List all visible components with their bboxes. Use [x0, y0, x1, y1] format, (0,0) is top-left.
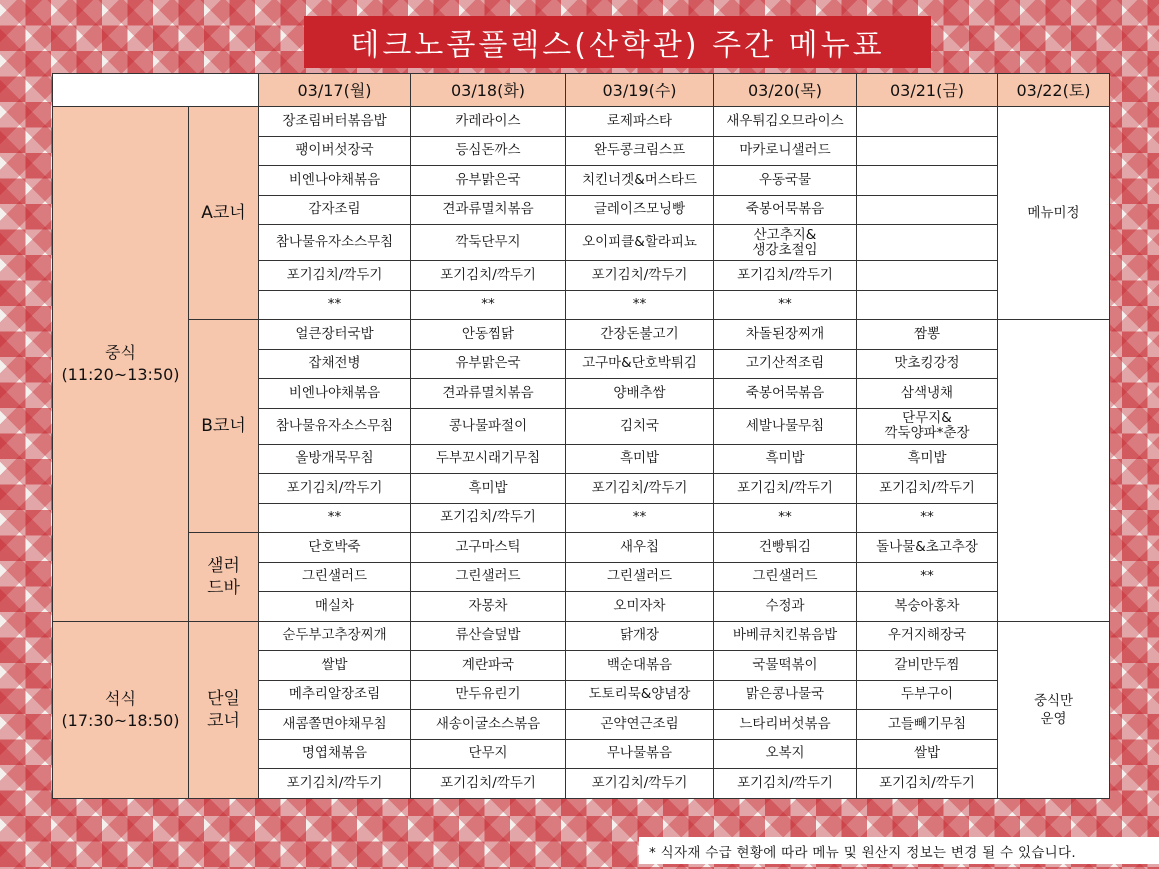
menu-item: 마카로니샐러드 [714, 136, 857, 166]
menu-item: 두부꼬시래기무침 [411, 444, 566, 474]
menu-item: 그린샐러드 [411, 562, 566, 592]
menu-item: 건빵튀김 [714, 533, 857, 563]
menu-item: ** [259, 290, 411, 320]
corner-label: 단일 코너 [189, 621, 259, 798]
menu-item: 죽봉어묵볶음 [714, 379, 857, 409]
menu-item: 포기김치/깍두기 [259, 261, 411, 291]
menu-item: 포기김치/깍두기 [259, 474, 411, 504]
menu-item: ** [259, 503, 411, 533]
menu-row [53, 533, 1110, 563]
corner-label: 샐러 드바 [189, 533, 259, 622]
menu-item: 맑은콩나물국 [714, 680, 857, 710]
menu-row [53, 621, 1110, 651]
menu-item: 쌀밥 [857, 739, 998, 769]
header-blank [53, 74, 259, 107]
menu-item: 새우칩 [566, 533, 714, 563]
menu-item: 곤약연근조림 [566, 710, 714, 740]
menu-item: 등심돈까스 [411, 136, 566, 166]
meal-label-lunch: 중식 (11:20~13:50) [53, 107, 189, 622]
day-header: 03/20(목) [714, 74, 857, 107]
menu-item: ** [714, 290, 857, 320]
saturday-note-dinner: 중식만 운영 [998, 621, 1110, 798]
menu-item: 새우튀김오므라이스 [714, 107, 857, 137]
menu-item: 잡채전병 [259, 349, 411, 379]
menu-item: 간장돈불고기 [566, 320, 714, 350]
menu-item: 로제파스타 [566, 107, 714, 137]
menu-item: 국물떡볶이 [714, 651, 857, 681]
menu-item: 매실차 [259, 592, 411, 622]
menu-item: 포기김치/깍두기 [566, 261, 714, 291]
menu-item: 메추리알장조림 [259, 680, 411, 710]
menu-item: 고기산적조림 [714, 349, 857, 379]
menu-item: 글레이즈모닝빵 [566, 195, 714, 225]
menu-item: 삼색냉채 [857, 379, 998, 409]
menu-item: ** [566, 290, 714, 320]
menu-item: 포기김치/깍두기 [857, 474, 998, 504]
menu-item: 양배추쌈 [566, 379, 714, 409]
menu-item: 그린샐러드 [259, 562, 411, 592]
menu-item: 견과류멸치볶음 [411, 195, 566, 225]
menu-item: 포기김치/깍두기 [411, 769, 566, 799]
menu-item: 포기김치/깍두기 [566, 769, 714, 799]
menu-item: 감자조림 [259, 195, 411, 225]
menu-row [53, 107, 1110, 137]
menu-item: ** [857, 562, 998, 592]
menu-item: 올방개묵무침 [259, 444, 411, 474]
menu-item [857, 261, 998, 291]
menu-item: 얼큰장터국밥 [259, 320, 411, 350]
menu-item: 완두콩크림스프 [566, 136, 714, 166]
menu-item: 흑미밥 [411, 474, 566, 504]
menu-item: 무나물볶음 [566, 739, 714, 769]
menu-item: 닭개장 [566, 621, 714, 651]
menu-item: 장조림버터볶음밥 [259, 107, 411, 137]
menu-item: 맛초킹강정 [857, 349, 998, 379]
menu-item: 계란파국 [411, 651, 566, 681]
menu-item: 산고추지& 생강초절임 [714, 225, 857, 261]
menu-item: 느타리버섯볶음 [714, 710, 857, 740]
day-header: 03/22(토) [998, 74, 1110, 107]
menu-item: 명엽채볶음 [259, 739, 411, 769]
menu-item: ** [411, 290, 566, 320]
menu-item: 우동국물 [714, 166, 857, 196]
menu-item: 고들빼기무침 [857, 710, 998, 740]
saturday-note-lunch: 메뉴미정 [998, 107, 1110, 320]
menu-item: 포기김치/깍두기 [714, 769, 857, 799]
menu-item: 새송이굴소스볶음 [411, 710, 566, 740]
menu-item: 흑미밥 [566, 444, 714, 474]
menu-item: 비엔나야채볶음 [259, 379, 411, 409]
menu-item: 콩나물파절이 [411, 408, 566, 444]
menu-item: 오이피클&할라피뇨 [566, 225, 714, 261]
day-header: 03/18(화) [411, 74, 566, 107]
menu-item: 안동찜닭 [411, 320, 566, 350]
menu-row [53, 320, 1110, 350]
meal-label-dinner: 석식 (17:30~18:50) [53, 621, 189, 798]
menu-item: 단무지 [411, 739, 566, 769]
footnote: * 식자재 수급 현황에 따라 메뉴 및 원산지 정보는 변경 될 수 있습니다. [639, 837, 1159, 864]
menu-item: 오복지 [714, 739, 857, 769]
menu-item: 포기김치/깍두기 [566, 474, 714, 504]
menu-item [857, 290, 998, 320]
menu-item: 그린샐러드 [714, 562, 857, 592]
menu-item: 참나물유자소스무침 [259, 225, 411, 261]
menu-item: 포기김치/깍두기 [411, 503, 566, 533]
menu-item: 짬뽕 [857, 320, 998, 350]
day-header: 03/21(금) [857, 74, 998, 107]
menu-item: 김치국 [566, 408, 714, 444]
menu-item: 포기김치/깍두기 [714, 474, 857, 504]
menu-item: 도토리묵&양념장 [566, 680, 714, 710]
menu-item: 바베큐치킨볶음밥 [714, 621, 857, 651]
menu-item: 오미자차 [566, 592, 714, 622]
menu-item [857, 136, 998, 166]
menu-item: 만두유린기 [411, 680, 566, 710]
day-header: 03/19(수) [566, 74, 714, 107]
menu-item: 돌나물&초고추장 [857, 533, 998, 563]
menu-item: 류산슬덮밥 [411, 621, 566, 651]
corner-label: B코너 [189, 320, 259, 533]
menu-item: 차돌된장찌개 [714, 320, 857, 350]
menu-item: 죽봉어묵볶음 [714, 195, 857, 225]
menu-item: 단무지& 깍둑양파*춘장 [857, 408, 998, 444]
menu-item: 단호박죽 [259, 533, 411, 563]
menu-item: 그린샐러드 [566, 562, 714, 592]
menu-item: 포기김치/깍두기 [714, 261, 857, 291]
menu-item: 백순대볶음 [566, 651, 714, 681]
header-row [53, 74, 1110, 107]
menu-item: 포기김치/깍두기 [259, 769, 411, 799]
menu-item: 세발나물무침 [714, 408, 857, 444]
menu-item: 자몽차 [411, 592, 566, 622]
menu-item [857, 225, 998, 261]
menu-item: 흑미밥 [857, 444, 998, 474]
menu-item: 깍둑단무지 [411, 225, 566, 261]
menu-item: 흑미밥 [714, 444, 857, 474]
menu-item: 고구마&단호박튀김 [566, 349, 714, 379]
menu-item: 카레라이스 [411, 107, 566, 137]
corner-label: A코너 [189, 107, 259, 320]
menu-item: 포기김치/깍두기 [411, 261, 566, 291]
menu-item: 새콤쫄면야채무침 [259, 710, 411, 740]
menu-item [857, 195, 998, 225]
menu-item: 유부맑은국 [411, 349, 566, 379]
menu-item: 우거지해장국 [857, 621, 998, 651]
menu-item: 비엔나야채볶음 [259, 166, 411, 196]
menu-item: 복숭아홍차 [857, 592, 998, 622]
menu-item: 견과류멸치볶음 [411, 379, 566, 409]
page-title: 테크노콤플렉스(산학관) 주간 메뉴표 [304, 16, 931, 68]
menu-item: 포기김치/깍두기 [857, 769, 998, 799]
menu-item: 유부맑은국 [411, 166, 566, 196]
menu-item: ** [714, 503, 857, 533]
day-header: 03/17(월) [259, 74, 411, 107]
menu-item: 수정과 [714, 592, 857, 622]
menu-item: 고구마스틱 [411, 533, 566, 563]
menu-item: 치킨너겟&머스타드 [566, 166, 714, 196]
menu-item: ** [566, 503, 714, 533]
menu-item [857, 166, 998, 196]
menu-item: ** [857, 503, 998, 533]
menu-item: 쌀밥 [259, 651, 411, 681]
weekly-menu-table [52, 73, 1110, 799]
menu-item: 갈비만두찜 [857, 651, 998, 681]
menu-item: 참나물유자소스무침 [259, 408, 411, 444]
menu-item: 팽이버섯장국 [259, 136, 411, 166]
menu-item [857, 107, 998, 137]
menu-item: 순두부고추장찌개 [259, 621, 411, 651]
menu-item: 두부구이 [857, 680, 998, 710]
saturday-empty [998, 320, 1110, 622]
